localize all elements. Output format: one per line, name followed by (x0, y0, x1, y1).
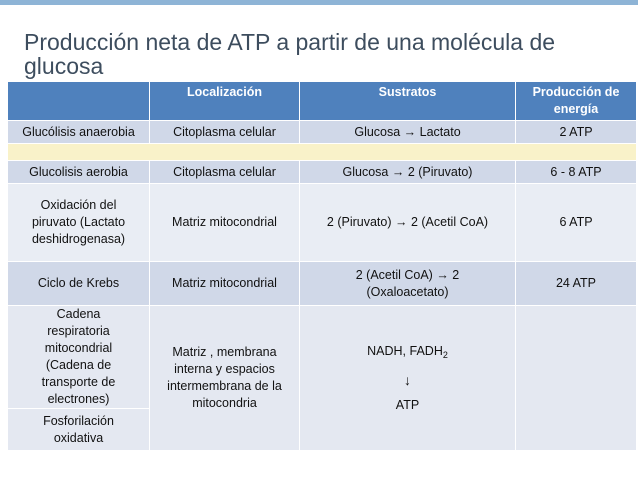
energy-cell: 2 ATP (516, 121, 637, 144)
table-row (8, 121, 637, 144)
stage-cell: Glucólisis anaerobia (8, 121, 150, 144)
slide-title: Producción neta de ATP a partir de una molécula de glucosa (24, 29, 556, 79)
subscript: 2 (442, 349, 448, 360)
stage-cell: Glucolisis aerobia (8, 161, 150, 184)
table-header-row (8, 82, 637, 121)
table-row (8, 306, 637, 409)
substrate-cell: 2 (Piruvato) → 2 (Acetil CoA) (300, 184, 516, 262)
spacer-row (8, 144, 637, 161)
substrate-line-1: NADH, $FADH_2$ (367, 343, 448, 360)
energy-cell: 6 - 8 ATP (516, 161, 637, 184)
substrate-cell: Glucosa → 2 (Piruvato) (300, 161, 516, 184)
accent-bar (0, 0, 638, 5)
spacer-cell (8, 144, 637, 161)
substrate-line-2: ATP (395, 397, 420, 412)
substrate-cell (300, 306, 516, 451)
table-row (8, 262, 637, 306)
stage-cell: Cadena respiratoria mitocondrial (Cadena de transporte de electrones) (8, 306, 150, 409)
energy-cell: 24 ATP (516, 262, 637, 306)
substrate-cell: 2 (Acetil CoA) → 2 (Oxaloacetato) (300, 262, 516, 306)
stage-cell: Fosforilación oxidativa (8, 409, 150, 451)
energy-cell (516, 306, 637, 451)
stage-cell: Oxidación del piruvato (Lactato deshidrogenasa) (8, 184, 150, 262)
arrow-down-icon: ↓ (404, 371, 411, 388)
table-row (8, 161, 637, 184)
substrate-cell: Glucosa → Lactato (300, 121, 516, 144)
header-cell-energy: Producción de energía (516, 82, 637, 121)
location-cell: Matriz mitocondrial (150, 262, 300, 306)
table-row (8, 184, 637, 262)
header-cell-substrates: Sustratos (300, 82, 516, 121)
header-cell-location: Localización (150, 82, 300, 121)
location-cell: Matriz , membrana interna y espacios intermembrana de la mitocondria (150, 306, 300, 451)
location-cell: Citoplasma celular (150, 121, 300, 144)
location-cell: Matriz mitocondrial (150, 184, 300, 262)
header-cell-empty (8, 82, 150, 121)
energy-cell: 6 ATP (516, 184, 637, 262)
location-cell: Citoplasma celular (150, 161, 300, 184)
atp-table (7, 81, 637, 451)
stage-cell: Ciclo de Krebs (8, 262, 150, 306)
